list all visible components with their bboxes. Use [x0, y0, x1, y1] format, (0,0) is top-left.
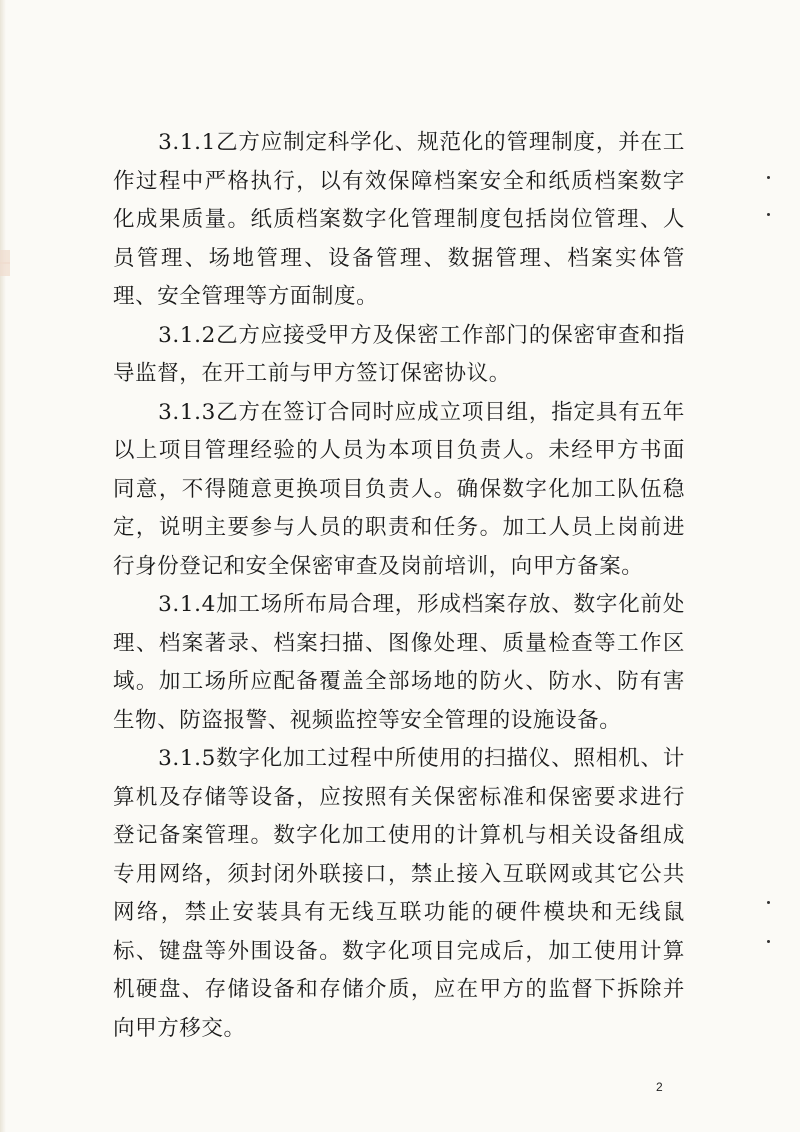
paragraph-3-1-2: 3.1.2乙方应接受甲方及保密工作部门的保密审查和指导监督，在开工前与甲方签订保密协议。: [113, 322, 685, 386]
scan-edge: [0, 0, 6, 1132]
document-body: [113, 124, 685, 1048]
scan-stain: [0, 262, 10, 276]
scan-speck: [767, 213, 770, 216]
paragraph-3-1-5: 3.1.5数字化加工过程中所使用的扫描仪、照相机、计算机及存储等设备，应按照有关保密标准和保密要求进行登记备案管理。数字化加工使用的计算机与相关设备组成专用网络，须封闭外联接口，禁止接入互联网或其它公共网络，禁止安装具有无线互联功能的硬件模块和无线鼠标、键盘等外围设备。数字化项目完成后，加工使用计算机硬盘、存储设备和存储介质，应在甲方的监督下拆除并向甲方移交。: [113, 746, 685, 1041]
scan-speck: [767, 901, 770, 904]
paragraph-3-1-4: 3.1.4加工场所布局合理，形成档案存放、数字化前处理、档案著录、档案扫描、图像处理、质量检查等工作区域。加工场所应配备覆盖全部场地的防火、防水、防有害生物、防盗报警、视频监控等安全管理的设施设备。: [113, 592, 685, 733]
paragraph-3-1-3: 3.1.3乙方在签订合同时应成立项目组，指定具有五年以上项目管理经验的人员为本项目负责人。未经甲方书面同意，不得随意更换项目负责人。确保数字化加工队伍稳定，说明主要参与人员的职责和任务。加工人员上岗前进行身份登记和安全保密审查及岗前培训，向甲方备案。: [113, 399, 685, 579]
paragraph-3-1-1: 3.1.1乙方应制定科学化、规范化的管理制度，并在工作过程中严格执行，以有效保障档案安全和纸质档案数字化成果质量。纸质档案数字化管理制度包括岗位管理、人员管理、场地管理、设备管理、数据管理、档案实体管理、安全管理等方面制度。: [113, 130, 685, 309]
scan-speck: [767, 940, 770, 943]
scan-speck: [767, 176, 770, 179]
page-number: 2: [656, 1080, 663, 1094]
